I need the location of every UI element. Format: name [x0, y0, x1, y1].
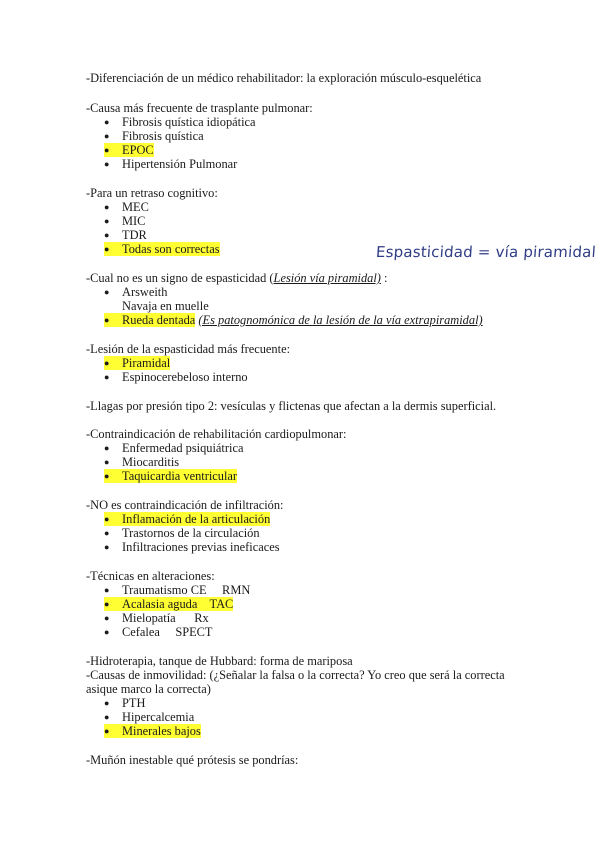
question-espasticidad: -Cual no es un signo de espasticidad (Lesión vía piramidal) : [86, 271, 388, 285]
question-trasplante-pulmonar: -Causa más frecuente de trasplante pulmonar: [86, 101, 313, 115]
question-inmovilidad: -Causas de inmovilidad: (¿Señalar la falsa o la correcta? Yo creo que será la correcta [86, 668, 505, 682]
list-item: ● Trastornos de la circulación [104, 526, 260, 540]
list-item-highlighted: ● EPOC [104, 143, 154, 157]
question-cardiopulmonar: -Contraindicación de rehabilitación cardiopulmonar: [86, 427, 347, 441]
bullet-icon: ● [104, 117, 110, 127]
bullet-icon: ● [104, 613, 110, 623]
list-item-highlighted: ● Piramidal [104, 356, 171, 370]
list-item: ● PTH [104, 696, 146, 710]
bullet-icon: ● [104, 145, 110, 155]
list-item: ● Fibrosis quística [104, 129, 204, 143]
list-item: ● Miocarditis [104, 455, 180, 469]
bullet-icon: ● [104, 457, 110, 467]
list-item-highlighted: ● Taquicardia ventricular [104, 469, 238, 483]
bullet-icon: ● [104, 372, 110, 382]
bullet-icon: ● [104, 443, 110, 453]
bullet-icon: ● [104, 131, 110, 141]
line-diferenciacion: -Diferenciación de un médico rehabilitador: la exploración músculo-esquelética [86, 71, 482, 85]
bullet-icon: ● [104, 202, 110, 212]
list-item: ● Cefalea SPECT [104, 625, 213, 639]
bullet-icon: ● [104, 315, 110, 325]
list-item: ● Espinocerebeloso interno [104, 370, 248, 384]
list-item: ● TDR [104, 228, 147, 242]
bullet-icon: ● [104, 216, 110, 226]
bullet-icon: ● [104, 287, 110, 297]
list-item: ● Infiltraciones previas ineficaces [104, 540, 280, 554]
bullet-icon: ● [104, 244, 110, 254]
list-item-highlighted: ● Minerales bajos [104, 724, 201, 738]
list-item-highlighted: ● Todas son correctas [104, 242, 220, 256]
list-item: Navaja en muelle [122, 299, 209, 313]
question-infiltracion: -NO es contraindicación de infiltración: [86, 498, 284, 512]
line-hidroterapia: -Hidroterapia, tanque de Hubbard: forma de mariposa [86, 654, 353, 668]
list-item: ● Hipertensión Pulmonar [104, 157, 238, 171]
bullet-icon: ● [104, 528, 110, 538]
question-tecnicas: -Técnicas en alteraciones: [86, 569, 215, 583]
bullet-icon: ● [104, 471, 110, 481]
question-lesion-espasticidad: -Lesión de la espasticidad más frecuente: [86, 342, 291, 356]
list-item-highlighted: ● Inflamación de la articulación [104, 512, 271, 526]
question-retraso-cognitivo: -Para un retraso cognitivo: [86, 186, 218, 200]
list-item: ● Enfermedad psiquiátrica [104, 441, 244, 455]
handwritten-note: Espasticidad = vía piramidal [375, 243, 597, 261]
bullet-icon: ● [104, 726, 110, 736]
list-item: ● Hipercalcemia [104, 710, 195, 724]
highlighted-note: Lesión vía piramidal) [273, 271, 381, 285]
question-munon: -Muñón inestable qué prótesis se pondrías: [86, 753, 299, 767]
bullet-icon: ● [104, 358, 110, 368]
bullet-icon: ● [104, 698, 110, 708]
list-item-highlighted: ● Rueda dentada (Es patognomónica de la lesión de la vía extrapiramidal) [104, 313, 483, 327]
list-item: ● MEC [104, 200, 149, 214]
bullet-icon: ● [104, 159, 110, 169]
bullet-icon: ● [104, 585, 110, 595]
bullet-icon: ● [104, 627, 110, 637]
question-inmovilidad-cont: asique marco la correcta) [86, 682, 211, 696]
list-item: ● Traumatismo CE RMN [104, 583, 251, 597]
annotation-note: (Es patognomónica de la lesión de la vía extrapiramidal) [198, 313, 483, 327]
list-item: ● Arsweith [104, 285, 168, 299]
bullet-icon: ● [104, 542, 110, 552]
bullet-icon: ● [104, 599, 110, 609]
list-item: ● MIC [104, 214, 146, 228]
bullet-icon: ● [104, 230, 110, 240]
list-item-highlighted: ● Acalasia aguda TAC [104, 597, 234, 611]
bullet-icon: ● [104, 712, 110, 722]
bullet-icon: ● [104, 514, 110, 524]
line-llagas: -Llagas por presión tipo 2: vesículas y flictenas que afectan a la dermis superficial. [86, 399, 497, 413]
list-item: ● Fibrosis quística idiopática [104, 115, 256, 129]
list-item: ● Mielopatía Rx [104, 611, 209, 625]
